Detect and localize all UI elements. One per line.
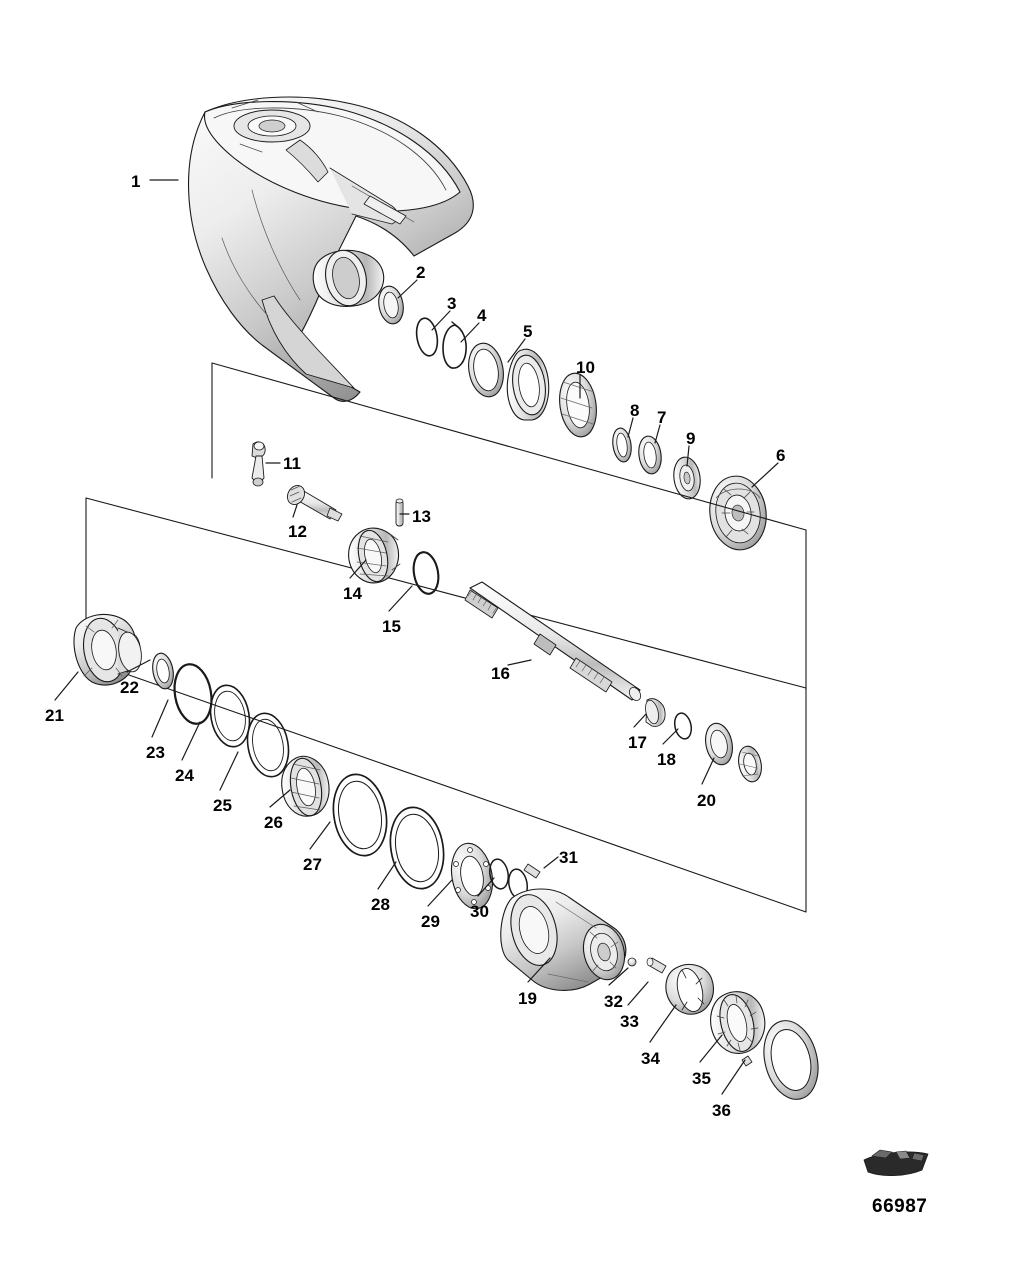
leader-line-25 [220, 752, 238, 790]
callout-5: 5 [523, 322, 533, 341]
part-carrier-21 [74, 614, 144, 685]
part-washer-18 [672, 712, 693, 741]
part-clutch-14 [349, 528, 400, 585]
callout-3: 3 [447, 294, 457, 313]
part-ring-28 [384, 803, 449, 893]
part-retaining-ring-4 [443, 322, 466, 368]
leader-line-8 [628, 418, 633, 437]
leader-line-29 [428, 880, 452, 906]
callout-26: 26 [264, 813, 283, 832]
leader-line-28 [378, 862, 396, 889]
part-oring-15 [411, 550, 442, 596]
callout-17: 17 [628, 733, 647, 752]
leader-line-33 [628, 982, 648, 1005]
callout-10: 10 [576, 358, 595, 377]
part-bushing-17 [643, 699, 665, 727]
part-oring-3 [414, 317, 440, 358]
leader-line-17 [634, 714, 646, 727]
figure-number: 66987 [872, 1196, 928, 1217]
callout-11: 11 [283, 454, 301, 473]
part-pin-13 [396, 499, 403, 526]
part-seal-22 [150, 652, 176, 691]
part-shift-lever-11 [252, 442, 265, 486]
callout-25: 25 [213, 796, 232, 815]
part-ring-5 [465, 340, 508, 399]
callout-1: 1 [131, 172, 141, 191]
part-bearing-26 [282, 756, 329, 818]
part-tab-washer-34 [666, 964, 714, 1014]
callout-6: 6 [776, 446, 786, 465]
callout-29: 29 [421, 912, 440, 931]
leader-line-3 [432, 311, 450, 330]
callout-14: 14 [343, 584, 362, 603]
callout-36: 36 [712, 1101, 731, 1120]
callout-22: 22 [120, 678, 139, 697]
leader-line-21 [55, 672, 78, 700]
leader-line-6 [752, 463, 778, 487]
leader-line-15 [389, 586, 412, 611]
leader-line-20 [702, 758, 714, 784]
leader-line-12 [293, 505, 297, 517]
leader-line-16 [508, 660, 531, 665]
callout-35: 35 [692, 1069, 711, 1088]
leader-line-35 [700, 1035, 722, 1062]
callout-2: 2 [416, 263, 426, 282]
callout-27: 27 [303, 855, 322, 874]
callout-24: 24 [175, 766, 194, 785]
callout-8: 8 [630, 401, 640, 420]
callout-12: 12 [288, 522, 307, 541]
part-spacer-7 [636, 435, 663, 476]
callout-15: 15 [382, 617, 401, 636]
leader-line-4 [461, 323, 479, 342]
callout-30: 30 [470, 902, 489, 921]
leader-line-24 [182, 722, 200, 760]
part-ring-27 [327, 770, 392, 860]
leader-line-31 [544, 857, 558, 868]
part-pin-33 [647, 958, 666, 973]
leader-line-7 [655, 425, 660, 443]
part-prop-shaft-housing-19 [501, 889, 630, 990]
callout-7: 7 [657, 408, 667, 427]
leader-line-23 [152, 700, 168, 737]
part-ball-32 [628, 958, 636, 966]
part-washer-8 [611, 427, 634, 463]
callout-13: 13 [412, 507, 431, 526]
leader-line-34 [650, 1005, 676, 1042]
callout-19: 19 [518, 989, 537, 1008]
callout-18: 18 [657, 750, 676, 769]
callout-28: 28 [371, 895, 390, 914]
callout-34: 34 [641, 1049, 660, 1068]
part-gear-6 [705, 472, 771, 553]
callout-32: 32 [604, 992, 623, 1011]
callout-16: 16 [491, 664, 510, 683]
leader-line-36 [722, 1060, 745, 1094]
part-bearing-20 [702, 721, 765, 784]
callout-20: 20 [697, 791, 716, 810]
bracket-lower [86, 498, 806, 912]
part-oring-23 [170, 661, 216, 726]
part-pin-31 [524, 864, 540, 878]
leader-line-2 [398, 280, 417, 298]
callout-21: 21 [45, 706, 64, 725]
callout-4: 4 [477, 306, 487, 325]
callout-33: 33 [620, 1012, 639, 1031]
leader-line-18 [663, 729, 678, 744]
part-driveshaft-16 [465, 582, 643, 703]
boat-logo-icon [864, 1150, 928, 1176]
part-shift-shaft-12 [284, 482, 342, 521]
leader-line-27 [310, 822, 330, 849]
callout-23: 23 [146, 743, 165, 762]
callout-31: 31 [559, 848, 578, 867]
part-retainer-nut-35 [711, 991, 765, 1055]
callout-9: 9 [686, 429, 696, 448]
